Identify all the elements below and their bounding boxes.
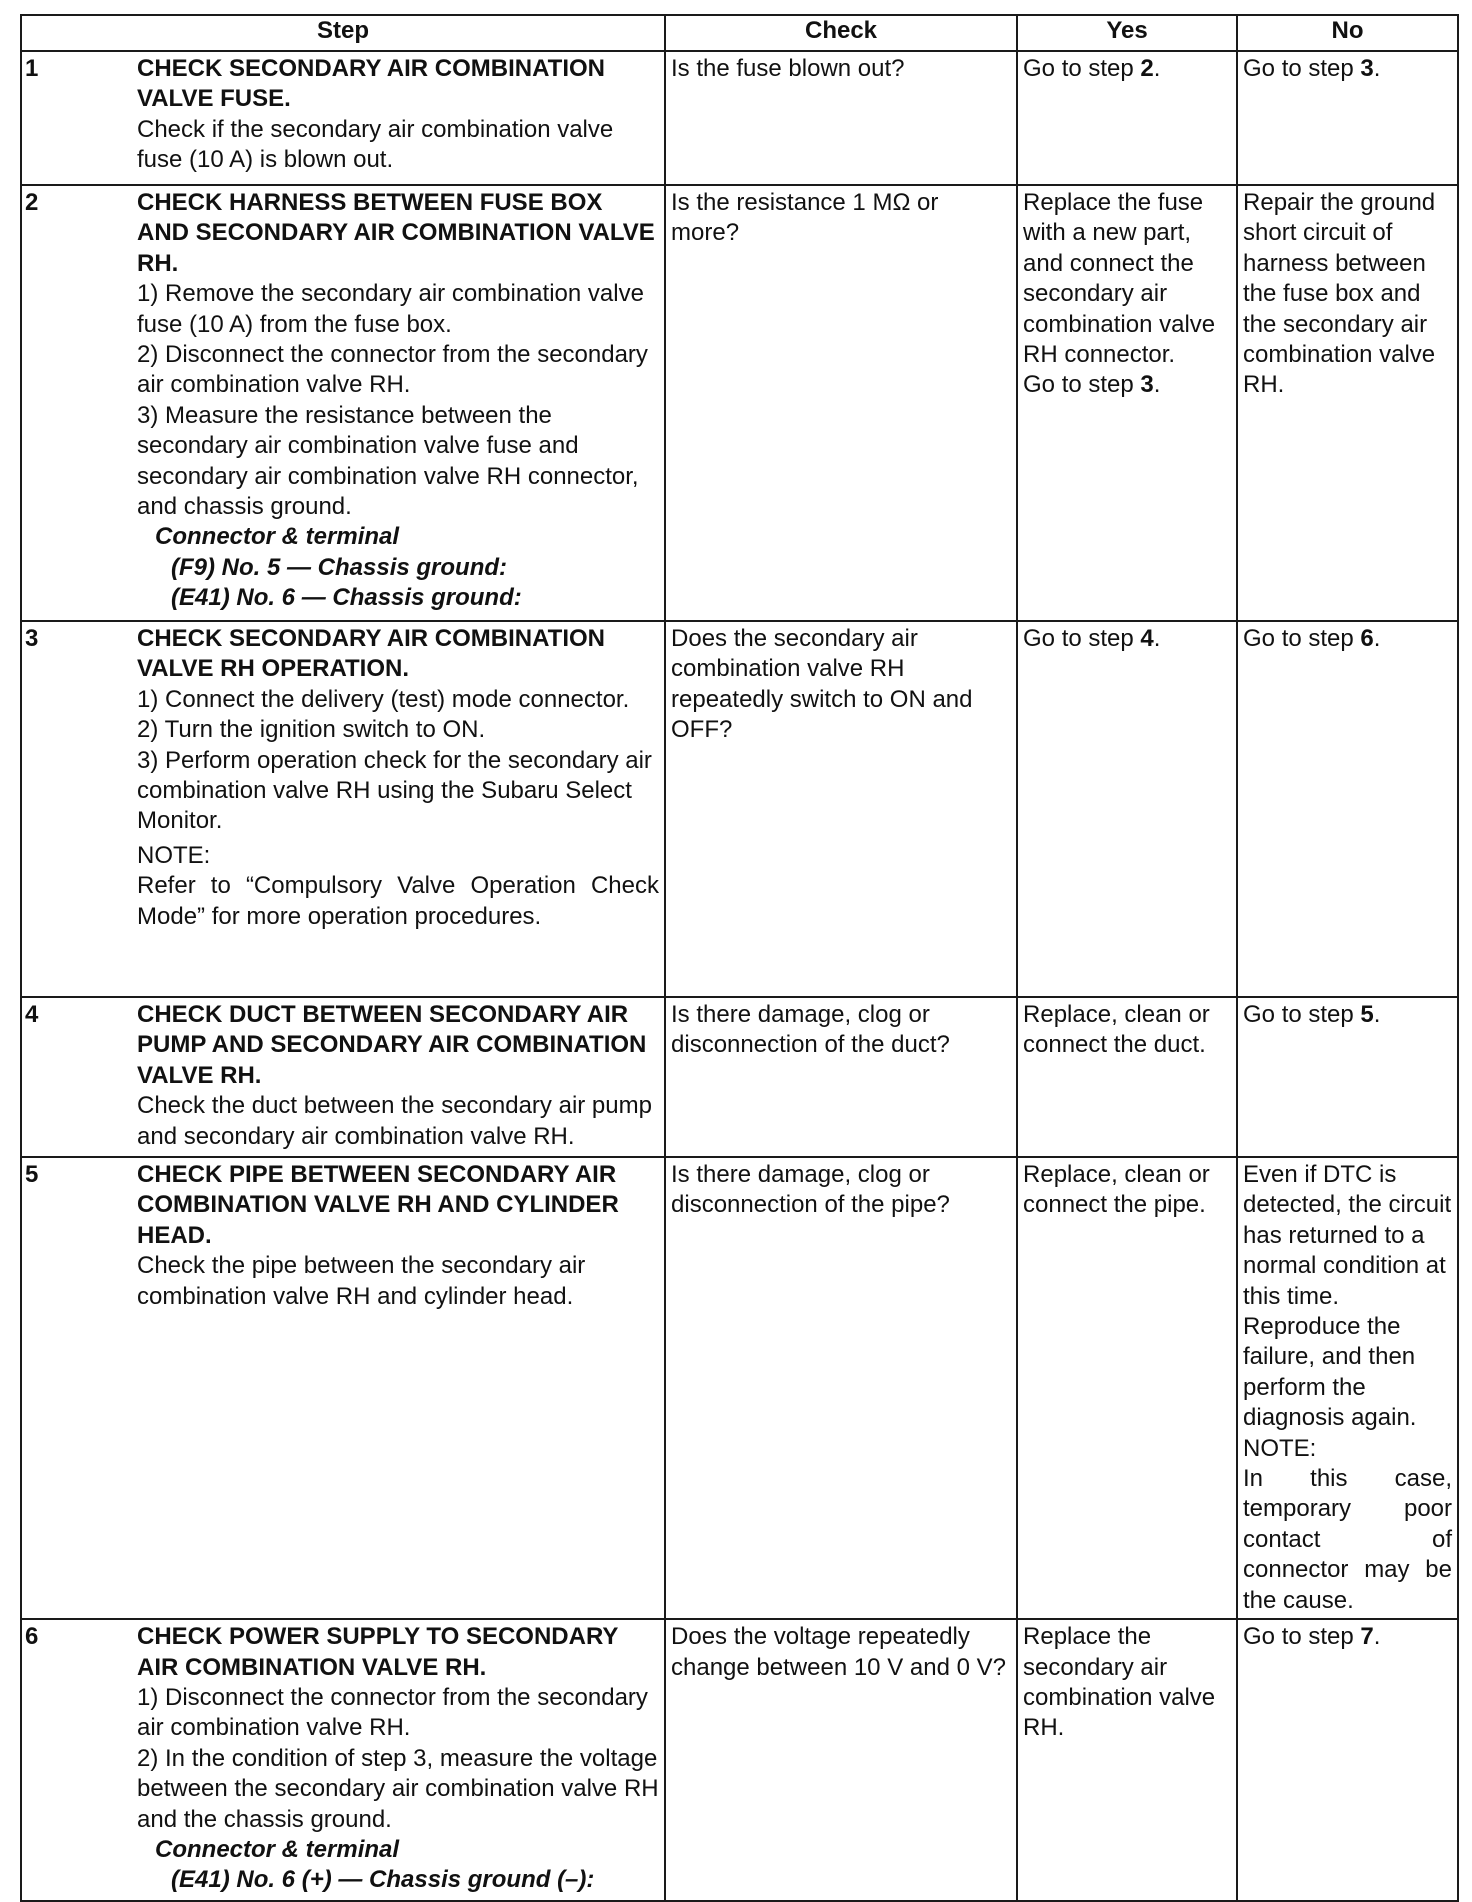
connector-terminal-item: (E41) No. 6 (+) — Chassis ground (–): xyxy=(171,1866,595,1894)
step-instruction: 1) Connect the delivery (test) mode connector. xyxy=(137,685,630,713)
step-description xyxy=(135,997,665,1157)
connector-terminal-heading: Connector & terminal xyxy=(155,523,400,551)
step-reference: 5 xyxy=(1360,1001,1374,1028)
table-header-row xyxy=(21,15,1458,51)
note-text: Refer to “Compulsory Valve Operation Check Mode” for more operation procedures. xyxy=(137,872,660,930)
step-title: CHECK HARNESS BETWEEN FUSE BOX AND SECONDARY AIR COMBINATION VALVE RH. xyxy=(137,189,655,277)
note-label: NOTE: xyxy=(137,841,211,869)
step-instruction: Check if the secondary air combination valve fuse (10 A) is blown out. xyxy=(137,115,614,174)
table-row xyxy=(21,1157,1458,1619)
step-number: 3 xyxy=(21,621,135,997)
check-cell: Is there damage, clog or disconnection of the pipe? xyxy=(665,1157,1017,1619)
step-reference: 7 xyxy=(1360,1623,1374,1651)
step-instruction: 1) Remove the secondary air combination valve fuse (10 A) from the fuse box. xyxy=(137,280,644,338)
connector-terminal-heading: Connector & terminal xyxy=(155,1835,400,1863)
no-cell: Repair the ground short circuit of harness between the fuse box and the secondary air combination valve RH. xyxy=(1237,185,1458,621)
check-cell: Does the secondary air combination valve RH repeatedly switch to ON and OFF? xyxy=(665,621,1017,997)
diagnostic-table xyxy=(20,14,1459,1902)
check-cell: Is the resistance 1 MΩ or more? xyxy=(665,185,1017,621)
step-number: 1 xyxy=(21,51,135,185)
yes-cell: Go to step 2. xyxy=(1017,51,1237,185)
step-description xyxy=(135,185,665,621)
yes-cell: Replace the fuse with a new part, and connect the secondary air combination valve RH connector. Go to step 3. xyxy=(1017,185,1237,621)
note-label: NOTE: xyxy=(1243,1434,1317,1462)
step-title: CHECK POWER SUPPLY TO SECONDARY AIR COMBINATION VALVE RH. xyxy=(137,1623,618,1681)
table-row xyxy=(21,997,1458,1157)
diagnostic-procedure-page xyxy=(20,14,1457,1902)
step-description xyxy=(135,1619,665,1901)
step-instruction: 3) Measure the resistance between the secondary air combination valve fuse and secondary air combination valve RH connector, and chassis ground. xyxy=(137,401,639,521)
step-reference: 6 xyxy=(1360,625,1374,652)
step-description xyxy=(135,621,665,997)
step-description xyxy=(135,1157,665,1619)
header-no: No xyxy=(1237,15,1458,51)
step-instruction: 2) Disconnect the connector from the secondary air combination valve RH. xyxy=(137,341,648,399)
step-title: CHECK SECONDARY AIR COMBINATION VALVE RH OPERATION. xyxy=(137,625,606,683)
step-instruction: 1) Disconnect the connector from the secondary air combination valve RH. xyxy=(137,1683,648,1742)
no-cell xyxy=(1237,1157,1458,1619)
note-text: In this case, temporary poor contact of connector may be the cause. xyxy=(1243,1465,1453,1614)
check-cell: Is the fuse blown out? xyxy=(665,51,1017,185)
step-instruction: 2) Turn the ignition switch to ON. xyxy=(137,716,486,744)
connector-terminal-item: (F9) No. 5 — Chassis ground: xyxy=(171,553,508,581)
step-title: CHECK DUCT BETWEEN SECONDARY AIR PUMP AND SECONDARY AIR COMBINATION VALVE RH. xyxy=(137,1001,647,1089)
step-reference: 3 xyxy=(1140,371,1154,399)
yes-cell: Go to step 4. xyxy=(1017,621,1237,997)
table-row xyxy=(21,51,1458,185)
yes-cell: Replace, clean or connect the duct. xyxy=(1017,997,1237,1157)
step-reference: 3 xyxy=(1360,55,1374,82)
table-row xyxy=(21,185,1458,621)
table-row xyxy=(21,621,1458,997)
step-reference: 2 xyxy=(1140,55,1154,82)
yes-action: Replace the fuse with a new part, and connect the secondary air combination valve RH connector. xyxy=(1023,189,1216,369)
header-check: Check xyxy=(665,15,1017,51)
step-number: 6 xyxy=(21,1619,135,1901)
step-instruction: 2) In the condition of step 3, measure the voltage between the secondary air combination valve RH and the chassis ground. xyxy=(137,1744,659,1833)
step-number: 2 xyxy=(21,185,135,621)
no-cell: Go to step 6. xyxy=(1237,621,1458,997)
check-cell: Does the voltage repeatedly change between 10 V and 0 V? xyxy=(665,1619,1017,1901)
step-reference: 4 xyxy=(1140,625,1154,652)
yes-cell: Replace the secondary air combination valve RH. xyxy=(1017,1619,1237,1901)
header-step: Step xyxy=(21,15,665,51)
no-cell: Go to step 3. xyxy=(1237,51,1458,185)
no-action: Even if DTC is detected, the circuit has returned to a normal condition at this time. Reproduce the failure, and then perform the diagnosis again. xyxy=(1243,1161,1452,1432)
connector-terminal-item: (E41) No. 6 — Chassis ground: xyxy=(171,584,522,612)
header-yes: Yes xyxy=(1017,15,1237,51)
table-row xyxy=(21,1619,1458,1901)
step-instruction: Check the duct between the secondary air pump and secondary air combination valve RH. xyxy=(137,1092,652,1150)
step-description xyxy=(135,51,665,185)
no-cell: Go to step 5. xyxy=(1237,997,1458,1157)
check-cell: Is there damage, clog or disconnection of the duct? xyxy=(665,997,1017,1157)
step-number: 4 xyxy=(21,997,135,1157)
step-number: 5 xyxy=(21,1157,135,1619)
step-title: CHECK SECONDARY AIR COMBINATION VALVE FUSE. xyxy=(137,55,606,113)
yes-cell: Replace, clean or connect the pipe. xyxy=(1017,1157,1237,1619)
step-title: CHECK PIPE BETWEEN SECONDARY AIR COMBINATION VALVE RH AND CYLINDER HEAD. xyxy=(137,1161,619,1249)
no-cell: Go to step 7. xyxy=(1237,1619,1458,1901)
step-instruction: Check the pipe between the secondary air combination valve RH and cylinder head. xyxy=(137,1252,586,1310)
step-instruction: 3) Perform operation check for the secondary air combination valve RH using the Subaru Select Monitor. xyxy=(137,746,652,835)
